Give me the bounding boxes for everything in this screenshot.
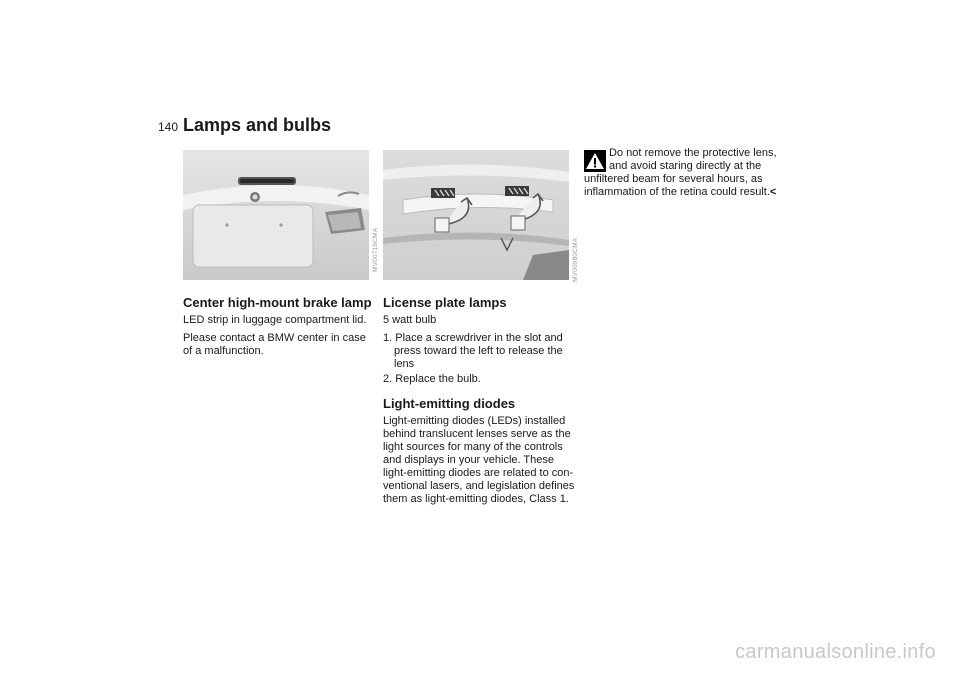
- brake-lamp-text-1: LED strip in luggage compartment lid.: [183, 314, 367, 326]
- license-plate-heading: License plate lamps: [383, 295, 507, 310]
- brake-lamp-photo: [183, 150, 369, 280]
- page-number: 140: [158, 120, 179, 134]
- page-title: Lamps and bulbs: [183, 115, 332, 135]
- license-plate-step-1: 1. Place a screwdriver in the slot and press toward the left to release the lens: [383, 332, 563, 370]
- license-plate-steps: [383, 332, 575, 386]
- warning-text: Do not remove the protective lens, and avoid staring directly at the unfiltered beam for several hours, as inflammation of the retina could result.: [584, 147, 777, 198]
- brake-lamp-section: [183, 295, 373, 363]
- leds-body: Light-emitting diodes (LEDs) installed behind translucent lenses serve as the light sources for many of the controls and displays in your vehicle. These light-emitting diodes are related to con-ventional lasers, and legislation defines them as light-emitting diodes, Class 1.: [383, 415, 575, 505]
- watermark: carmanualsonline.info: [735, 641, 936, 663]
- license-plate-bulb: 5 watt bulb: [383, 314, 437, 326]
- brake-lamp-text-2: Please contact a BMW center in case of a malfunction.: [183, 332, 366, 357]
- warning-note: [584, 147, 784, 199]
- brake-lamp-heading: Center high-mount brake lamp: [183, 295, 372, 310]
- end-mark: <: [769, 186, 777, 198]
- photo-code-left: MV00716CMA: [372, 227, 379, 272]
- photo-code-right: MV00980CMA: [572, 237, 579, 282]
- leds-heading: Light-emitting diodes: [383, 396, 516, 411]
- license-plate-lamps-photo: [383, 150, 569, 280]
- license-plate-section: [383, 295, 575, 511]
- license-plate-step-2: 2. Replace the bulb.: [383, 373, 481, 385]
